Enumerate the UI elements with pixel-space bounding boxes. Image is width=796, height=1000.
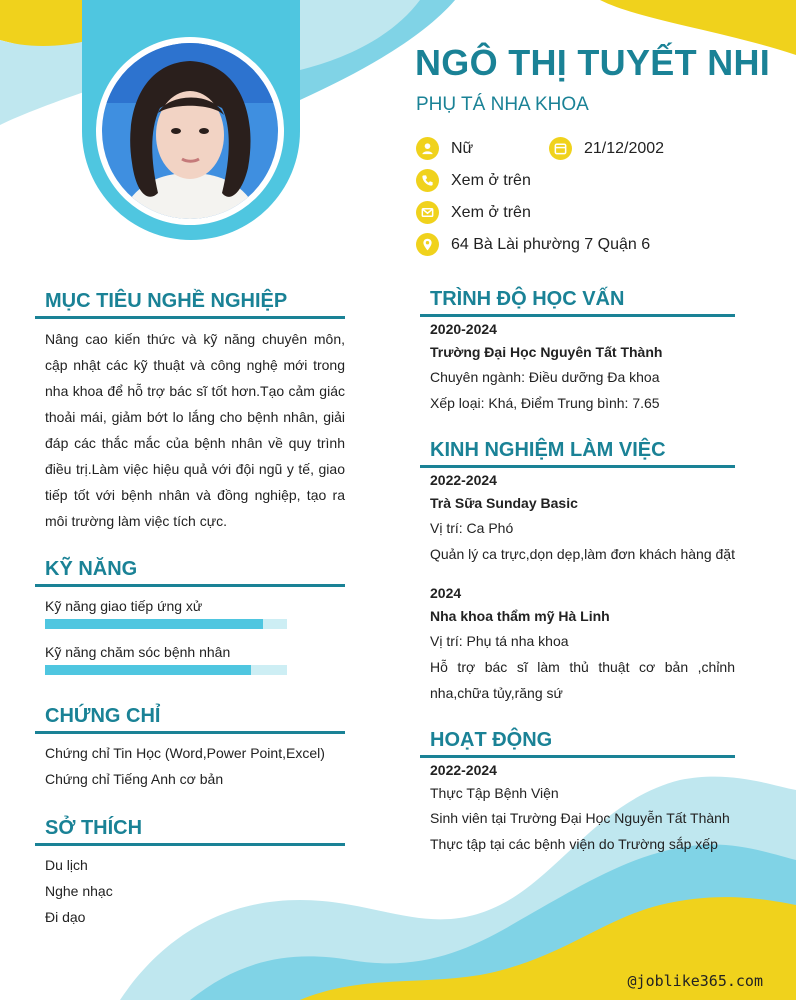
experience-description: Hỗ trợ bác sĩ làm thủ thuật cơ bản ,chỉnh nha,chữa tủy,răng sứ	[430, 659, 735, 701]
skill-bar-fill	[45, 665, 251, 675]
mail-icon	[416, 201, 439, 224]
education-grade: Xếp loại: Khá, Điểm Trung bình: 7.65	[430, 395, 660, 411]
skills-title: KỸ NĂNG	[45, 558, 138, 580]
phone-value: Xem ở trên	[451, 171, 531, 189]
education-divider	[420, 314, 735, 317]
contact-email	[416, 201, 531, 224]
hobbies-divider	[35, 843, 345, 846]
gender-value: Nữ	[451, 139, 474, 157]
activity-item: Thực Tập Bệnh Viện	[430, 785, 559, 801]
profile-photo	[96, 37, 284, 225]
objective-title: MỤC TIÊU NGHỀ NGHIỆP	[45, 290, 288, 312]
objective-text: Nâng cao kiến thức và kỹ năng chuyên môn, cập nhật các kỹ thuật và công nghệ mới trong nha khoa để hỗ trợ bác sĩ tốt hơn.Tạo cảm giác thoải mái, giảm bớt lo lắng cho bệnh nhân, giải đáp các thắc mắc của bệnh nhân về quy trình điều trị.Làm việc hiệu quả với đội ngũ y tế, giao tiếp tốt với bệnh nhân và đồng nghiệp, tạo ra môi trường làm việc tích cực.	[45, 331, 345, 529]
contact-phone	[416, 169, 531, 192]
top-left-yellow	[0, 0, 90, 48]
skill-bar	[45, 665, 287, 675]
certificates-title: CHỨNG CHỈ	[45, 705, 161, 727]
skill-bar	[45, 619, 287, 629]
top-left-cyan	[0, 40, 90, 125]
phone-icon	[416, 169, 439, 192]
activities-divider	[420, 755, 735, 758]
experience-divider	[420, 465, 735, 468]
experience-description: Quản lý ca trực,dọn dẹp,làm đơn khách hàng đặt	[430, 546, 735, 562]
education-school: Trường Đại Học Nguyên Tất Thành	[430, 344, 663, 360]
location-icon	[416, 233, 439, 256]
email-value: Xem ở trên	[451, 203, 531, 221]
calendar-icon	[549, 137, 572, 160]
portrait-image	[102, 43, 278, 219]
activities-title: HOẠT ĐỘNG	[430, 729, 553, 751]
watermark: @joblike365.com	[627, 972, 763, 990]
experience-period: 2024	[430, 585, 462, 601]
certificate-item: Chứng chỉ Tiếng Anh cơ bản	[45, 771, 224, 787]
education-title: TRÌNH ĐỘ HỌC VẤN	[430, 288, 625, 310]
certificates-divider	[35, 731, 345, 734]
activities-period: 2022-2024	[430, 762, 497, 778]
hobbies-title: SỞ THÍCH	[45, 817, 143, 839]
skill-label: Kỹ năng chăm sóc bệnh nhân	[45, 644, 231, 660]
user-icon	[416, 137, 439, 160]
education-period: 2020-2024	[430, 321, 497, 337]
activity-item: Thực tập tại các bệnh viện do Trường sắp xếp	[430, 836, 718, 852]
birthdate-value: 21/12/2002	[584, 139, 665, 157]
experience-company: Nha khoa thẩm mỹ Hà Linh	[430, 608, 610, 624]
contact-birthdate	[549, 137, 664, 160]
candidate-name: NGÔ THỊ TUYẾT NHI	[415, 42, 771, 83]
experience-company: Trà Sữa Sunday Basic	[430, 495, 578, 511]
skill-label: Kỹ năng giao tiếp ứng xử	[45, 598, 203, 614]
skill-bar-fill	[45, 619, 263, 629]
job-title: PHỤ TÁ NHA KHOA	[416, 94, 589, 115]
experience-position: Vị trí: Phụ tá nha khoa	[430, 633, 569, 649]
contact-gender	[416, 137, 473, 160]
contact-address	[416, 233, 650, 256]
hobby-item: Du lịch	[45, 857, 88, 873]
experience-period: 2022-2024	[430, 472, 497, 488]
objective-divider	[35, 316, 345, 319]
hobby-item: Đi dạo	[45, 909, 86, 925]
hobby-item: Nghe nhạc	[45, 883, 113, 899]
education-major: Chuyên ngành: Điều dưỡng Đa khoa	[430, 369, 660, 385]
experience-position: Vị trí: Ca Phó	[430, 520, 514, 536]
avatar	[102, 43, 278, 219]
address-value: 64 Bà Lài phường 7 Quận 6	[451, 235, 651, 253]
activity-item: Sinh viên tại Trường Đại Học Nguyễn Tất Thành	[430, 810, 730, 826]
skills-divider	[35, 584, 345, 587]
certificate-item: Chứng chỉ Tin Học (Word,Power Point,Excel)	[45, 745, 325, 761]
experience-title: KINH NGHIỆM LÀM VIỆC	[430, 439, 666, 461]
